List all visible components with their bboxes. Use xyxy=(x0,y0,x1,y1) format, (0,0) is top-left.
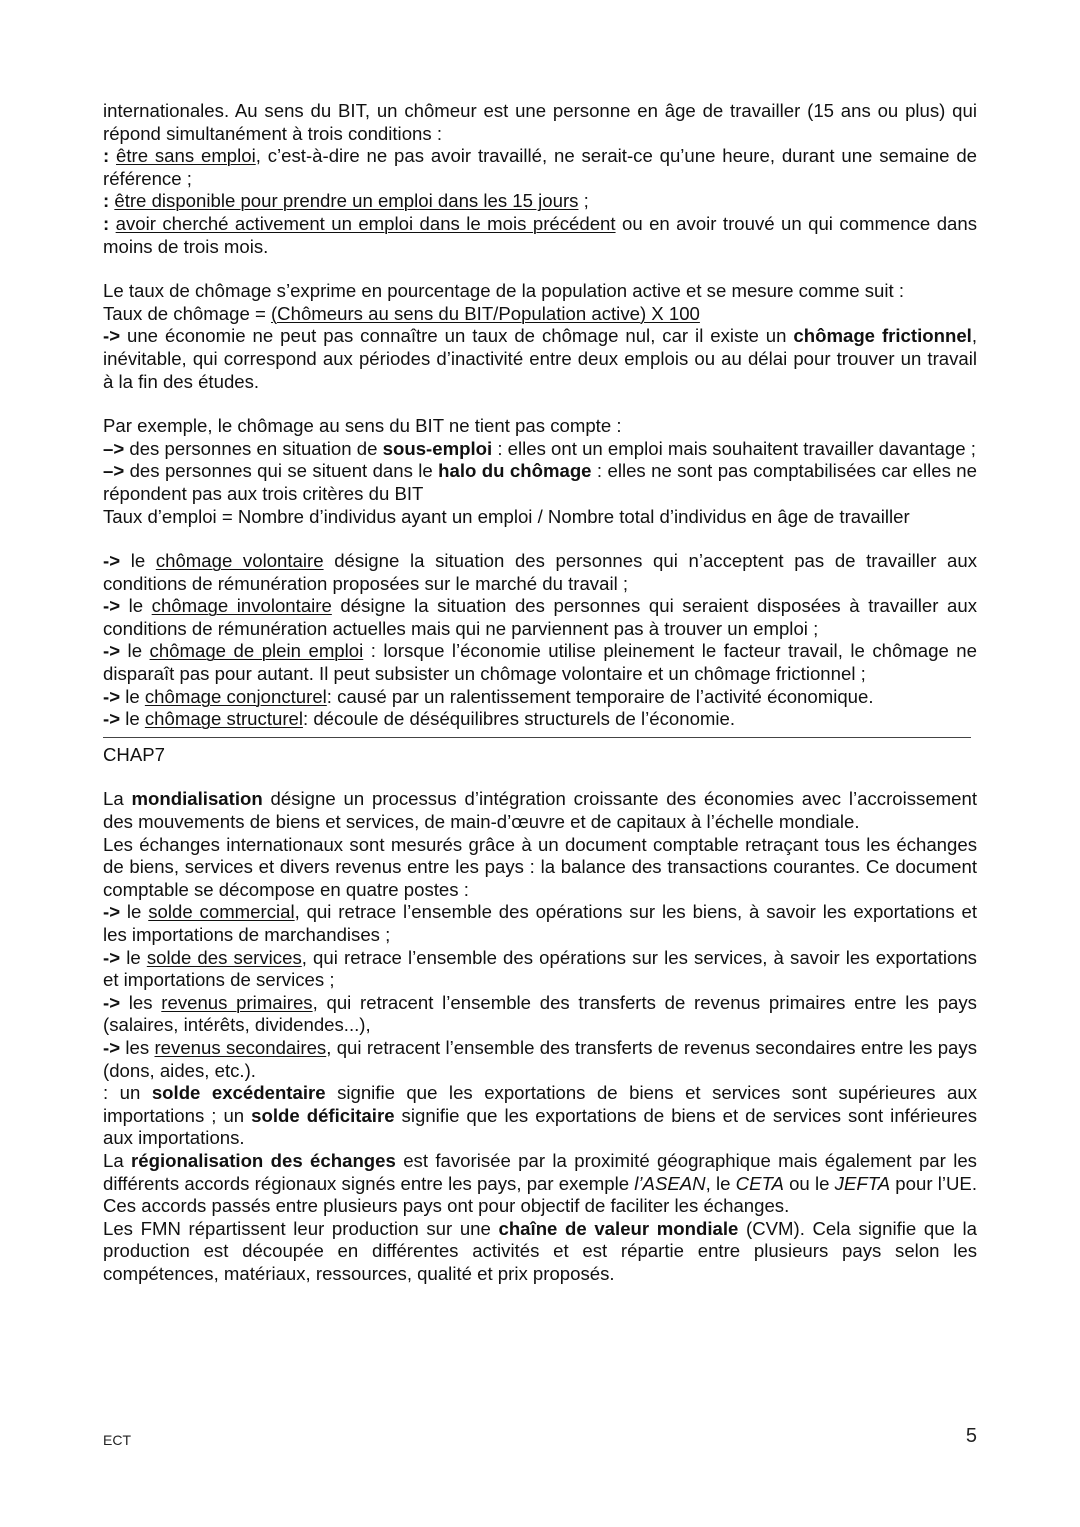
condition-1-underlined: être sans emploi xyxy=(116,145,256,167)
condition-2: : être disponible pour prendre un emploi dans les 15 jours ; xyxy=(103,190,589,212)
condition-1: : être sans emploi, c’est-à-dire ne pas avoir travaillé, ne serait-ce qu’une heure, durant une semaine de référence ; xyxy=(103,145,977,189)
item-revenus-secondaires: -> les revenus secondaires, qui retracent l’ensemble des transferts de revenus secondaires entre les pays (dons, aides, etc.). xyxy=(103,1036,977,1081)
page-body xyxy=(103,100,977,1286)
formula-underlined: (Chômeurs au sens du BIT/Population active) X 100 xyxy=(270,302,700,324)
condition-3: : avoir cherché activement un emploi dans le mois précédent ou en avoir trouvé un qui commence dans moins de trois mois. xyxy=(103,212,978,257)
paragraph-regionalisation: La régionalisation des échanges est favorisée par la proximité géographique mais également par les différents accords régionaux signés entre les pays, par exemple l’ASEAN, le CETA ou le JEFTA pour l’UE. Ces accords passés entre plusieurs pays ont pour objectif de faciliter les échanges. xyxy=(103,1149,977,1217)
item-chomage-conjoncturel: -> le chômage conjoncturel: causé par un ralentissement temporaire de l’activité économique. xyxy=(103,685,874,707)
spacer xyxy=(103,766,977,788)
page-number: 5 xyxy=(965,1425,977,1447)
item-chomage-plein-emploi: -> le chômage de plein emploi : lorsque l’économie utilise pleinement le facteur travail, le chômage ne disparaît pas pour autant. Il peut subsister un chômage volontaire et un chômage frictionnel ; xyxy=(103,640,977,685)
paragraph-taux-chomage: Le taux de chômage s’exprime en pourcentage de la population active et se mesure comme suit : xyxy=(103,280,905,302)
item-solde-commercial: -> le solde commercial, qui retrace l’ensemble des opérations sur les biens, à savoir les exportations et les importations de marchandises ; xyxy=(103,901,977,945)
footer-label: ECT xyxy=(103,1432,131,1448)
formula-taux-emploi: Taux d’emploi = Nombre d’individus ayant un emploi / Nombre total d’individus en âge de travailler xyxy=(103,505,910,527)
condition-2-underlined: être disponible pour prendre un emploi dans les 15 jours xyxy=(114,190,579,212)
chapter-heading: CHAP7 xyxy=(103,743,166,765)
paragraph-chomage-frictionnel: -> une économie ne peut pas connaître un taux de chômage nul, car il existe un chômage frictionnel, inévitable, qui correspond aux périodes d’inactivité entre deux emplois ou au délai pour trouver un travail à la fin des études. xyxy=(103,325,978,392)
paragraph-mondialisation: La mondialisation désigne un processus d’intégration croissante des économies avec l’accroissement des mouvements de biens et services, de main-d’œuvre et de capitaux à l’échelle mondiale. xyxy=(103,788,977,833)
paragraph-soldes: : un solde excédentaire signifie que les exportations de biens et services sont supérieures aux importations ; un solde déficitaire signifie que les exportations de biens et de services sont inférieures aux importations. xyxy=(103,1082,977,1149)
section-divider xyxy=(103,737,971,738)
item-chomage-structurel: -> le chômage structurel: découle de déséquilibres structurels de l’économie. xyxy=(103,708,736,730)
item-chomage-volontaire: -> le chômage volontaire désigne la situation des personnes qui n’acceptent pas de travailler aux conditions de rémunération proposées sur le marché du travail ; xyxy=(103,550,978,594)
spacer xyxy=(103,258,977,280)
item-chomage-involontaire: -> le chômage involontaire désigne la situation des personnes qui seraient disposées à travailler aux conditions de rémunération actuelles mais qui ne parviennent pas à trouver un emploi ; xyxy=(103,595,978,639)
item-revenus-primaires: -> les revenus primaires, qui retracent l’ensemble des transferts de revenus primaires entre les pays (salaires, intérêts, dividendes...), xyxy=(103,991,977,1036)
spacer xyxy=(103,528,977,550)
formula-taux-chomage: Taux de chômage = (Chômeurs au sens du BIT/Population active) X 100 xyxy=(103,302,700,324)
spacer xyxy=(103,393,977,415)
item-halo-chomage: –> des personnes qui se situent dans le halo du chômage : elles ne sont pas comptabilisées car elles ne répondent pas aux trois critères du BIT xyxy=(103,460,977,504)
paragraph-bit-definition: internationales. Au sens du BIT, un chômeur est une personne en âge de travailler (15 ans ou plus) qui répond simultanément à trois conditions : xyxy=(103,100,977,144)
paragraph-exemple: Par exemple, le chômage au sens du BIT ne tient pas compte : xyxy=(103,415,622,437)
condition-3-underlined: avoir cherché activement un emploi dans le mois précédent xyxy=(115,212,616,234)
item-solde-services: -> le solde des services, qui retrace l’ensemble des opérations sur les services, à savoir les exportations et importations de services ; xyxy=(103,946,977,991)
paragraph-echanges-internationaux: Les échanges internationaux sont mesurés grâce à un document comptable retraçant tous les échanges de biens, services et divers revenus entre les pays : la balance des transactions courantes. Ce document comptable se décompose en quatre postes : xyxy=(103,833,977,900)
item-sous-emploi: –> des personnes en situation de sous-emploi : elles ont un emploi mais souhaitent travailler davantage ; xyxy=(103,437,976,459)
paragraph-cvm: Les FMN répartissent leur production sur une chaîne de valeur mondiale (CVM). Cela signifie que la production est découpée en différentes activités et est répartie entre plusieurs pays selon les compétences, matériaux, ressources, qualité et prix proposés. xyxy=(103,1217,977,1284)
